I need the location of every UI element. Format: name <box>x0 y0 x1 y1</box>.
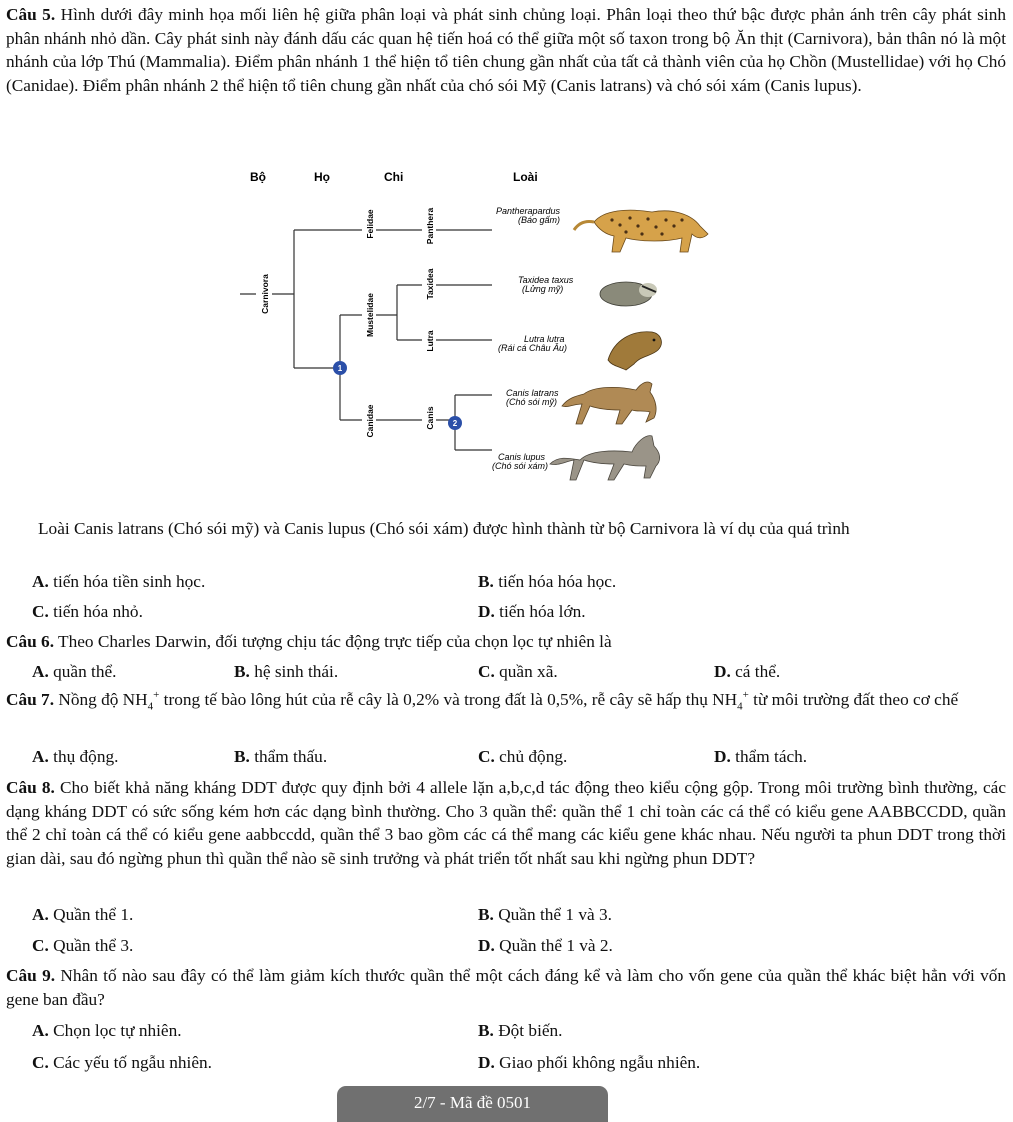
phylogenetic-tree-figure <box>222 160 722 485</box>
tree-header-order: Bộ <box>250 170 266 184</box>
tree-family-mustelidae-label <box>362 285 376 345</box>
tree-header-genus: Chi <box>384 170 404 184</box>
tree-genus-canis-label <box>422 400 436 436</box>
question-5-body: Hình dưới đây minh họa mối liên hệ giữa phân loại và phát sinh chủng loại. Phân loại theo thứ bậc được phản ánh trên cây phát sinh phân nhánh nhỏ dần. Cây phát sinh này đánh dấu các quan hệ tiến hoá có thể giữa một số taxon trong bộ Ăn thịt (Carnivora), bản thân nó là một nhánh của lớp Thú (Mammalia). Điểm phân nhánh 1 thể hiện tổ tiên chung gần nhất của tất cả thành viên của họ Chồn (Mustellidae) với họ Chó (Canidae). Điểm phân nhánh 2 thể hiện tổ tiên chung gần nhất của chó sói Mỹ (Canis latrans) và chó sói xám (Canis lupus). <box>6 5 1006 95</box>
branch-node-1-label: 1 <box>337 364 343 373</box>
q6-option-d[interactable]: D. cá thể. <box>714 662 781 681</box>
tree-genus-taxidea-label <box>422 260 436 306</box>
question-6-text: Câu 6. Theo Charles Darwin, đối tượng chịu tác động trực tiếp của chọn lọc tự nhiên là <box>6 632 612 651</box>
q5-option-b[interactable]: B. tiến hóa hóa học. <box>478 572 617 591</box>
tree-genus-panthera-label <box>422 200 436 250</box>
page-footer: 2/7 - Mã đề 0501 <box>337 1086 608 1122</box>
question-9-text: Câu 9. Nhân tố nào sau đây có thể làm giảm kích thước quần thể một cách đáng kể và làm cho vốn gene của quần thể khác biệt hẳn với vốn gene ban đầu? <box>6 966 1007 1009</box>
q7-option-c[interactable]: C. chủ động. <box>478 747 568 766</box>
species-common-4: (Chó sói xám) <box>492 461 549 471</box>
svg-text:Panthera: Panthera <box>425 207 435 245</box>
tree-family-canidae-label <box>362 398 376 444</box>
coyote-illustration <box>562 382 656 424</box>
q7-option-b[interactable]: B. thẩm thấu. <box>234 747 328 766</box>
tree-order-label <box>256 268 272 320</box>
q5-option-a[interactable]: A. tiến hóa tiền sinh học. <box>32 572 206 591</box>
species-common-0: (Báo gấm) <box>518 215 561 225</box>
q9-option-c[interactable]: C. Các yếu tố ngẫu nhiên. <box>32 1053 212 1072</box>
svg-text:Mustelidae: Mustelidae <box>365 293 375 337</box>
question-7-text: Câu 7. Nồng độ $NH_4^+$ trong tế bào lông hút của rễ cây là 0,2% và trong đất là 0,5%, rễ cây sẽ hấp thụ $NH_4^+$ từ môi trường đất theo cơ chế <box>6 689 959 713</box>
species-sci-4: Canis lupus <box>498 452 546 462</box>
q7-option-a[interactable]: A. thụ động. <box>32 747 119 766</box>
question-5-text <box>6 3 1006 97</box>
branch-node-2-label: 2 <box>452 419 458 428</box>
species-sci-3: Canis latrans <box>506 388 559 398</box>
species-common-3: (Chó sói mỹ) <box>506 397 558 407</box>
q8-option-a[interactable]: A. Quần thể 1. <box>32 905 134 924</box>
q5-option-c[interactable]: C. tiến hóa nhỏ. <box>32 602 143 621</box>
q9-option-b[interactable]: B. Đột biến. <box>478 1021 563 1040</box>
badger-illustration <box>600 282 657 306</box>
question-8-text: Câu 8. Cho biết khả năng kháng DDT được quy định bởi 4 allele lặn a,b,c,d tác động theo kiểu cộng gộp. Trong môi trường bình thường, các dạng kháng DDT có sức sống kém hơn các dạng bình thường. Cho 3 quần thể: quần thể 1 chỉ toàn các cá thể có kiểu gene AABBCCDD, quần thể 2 chỉ toàn cá thể có kiểu gene aabbccdd, quần thể 3 bao gồm các cá thể mang các kiểu gene khác nhau. Nếu người ta phun DDT trong thời gian dài, sau đó ngừng phun thì quần thể nào sẽ sinh trưởng và phát triển tốt nhất sau khi ngừng phun DDT? <box>6 778 1006 868</box>
leopard-illustration <box>574 210 708 252</box>
tree-header-species: Loài <box>513 170 538 184</box>
q7-option-d[interactable]: D. thẩm tách. <box>714 747 808 766</box>
tree-genus-lutra-label <box>422 324 436 358</box>
svg-text:Canis: Canis <box>425 406 435 430</box>
q6-option-a[interactable]: A. quần thể. <box>32 662 117 681</box>
tree-family-felidae-label <box>362 202 376 246</box>
species-sci-2: Lutra lutra <box>524 334 565 344</box>
q6-option-c[interactable]: C. quần xã. <box>478 662 558 681</box>
species-common-1: (Lửng mỹ) <box>522 284 564 294</box>
q8-option-b[interactable]: B. Quần thể 1 và 3. <box>478 905 612 924</box>
species-common-2: (Rái cá Châu Âu) <box>498 343 568 353</box>
gray-wolf-illustration <box>550 436 660 480</box>
svg-text:Carnivora: Carnivora <box>260 274 270 314</box>
svg-text:Lutra: Lutra <box>425 330 435 352</box>
species-sci-1: Taxidea taxus <box>518 275 574 285</box>
q5-option-d[interactable]: D. tiến hóa lớn. <box>478 602 586 621</box>
otter-illustration <box>608 332 661 370</box>
svg-text:Felidae: Felidae <box>365 209 375 239</box>
tree-header-family: Họ <box>314 170 330 184</box>
q8-option-d[interactable]: D. Quần thể 1 và 2. <box>478 936 613 955</box>
svg-text:Taxidea: Taxidea <box>425 268 435 300</box>
svg-text:Canidae: Canidae <box>365 404 375 438</box>
question-5-stem: Loài Canis latrans (Chó sói mỹ) và Canis lupus (Chó sói xám) được hình thành từ bộ Carnivora là ví dụ của quá trình <box>38 519 850 538</box>
species-sci-0: Pantherapardus <box>496 206 561 216</box>
q8-option-c[interactable]: C. Quần thể 3. <box>32 936 134 955</box>
question-5-number: Câu 5. <box>6 5 56 24</box>
q6-option-b[interactable]: B. hệ sinh thái. <box>234 662 339 681</box>
q9-option-a[interactable]: A. Chọn lọc tự nhiên. <box>32 1021 182 1040</box>
q9-option-d[interactable]: D. Giao phối không ngẫu nhiên. <box>478 1053 701 1072</box>
